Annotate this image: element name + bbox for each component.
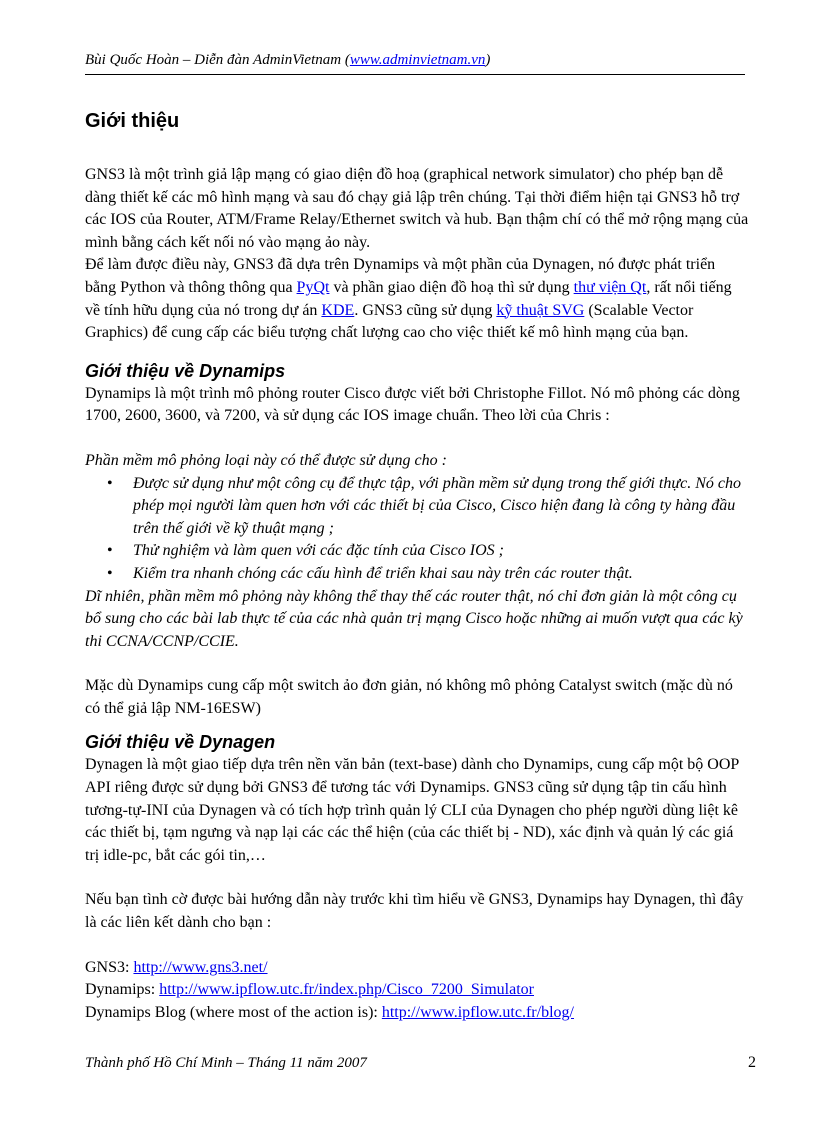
quote-bullet-list bbox=[85, 473, 750, 586]
link-label: Dynamips: bbox=[85, 981, 160, 999]
page-content bbox=[85, 108, 750, 1024]
intro-text-e: (Scalable Vector Graphics) để cung cấp các biểu tượng chất lượng cao cho việc thiết kế mô hình mạng của bạn. bbox=[85, 301, 694, 342]
dynamips-paragraph-2: Mặc dù Dynamips cung cấp một switch ảo đơn giản, nó không mô phỏng Catalyst switch (mặc dù nó có thể giả lập NM-16ESW) bbox=[85, 677, 733, 717]
intro-text-b: và phần giao diện đồ hoạ thì sử dụng bbox=[329, 278, 574, 296]
page-footer: Thành phố Hồ Chí Minh – Tháng 11 năm 2007 bbox=[85, 1055, 367, 1071]
link-line-dynamips bbox=[85, 979, 750, 1002]
intro-text-a: Để làm được điều này, GNS3 đã dựa trên Dynamips và một phần của Dynagen, nó được phát triển bằng Python và thông thông qua bbox=[85, 256, 716, 296]
dynagen-paragraph-1: Dynagen là một giao tiếp dựa trên nền văn bản (text-base) dành cho Dynamips, cung cấp một bộ OOP API riêng được sử dụng bởi GNS3 để tương tác với Dynamips. GNS3 cũng sử dụng tập tin cấu hình tương-tự-INI của Dynagen và có tích hợp trình quản lý CLI của Dynagen cho phép người dùng liệt kê các thiết bị, tạm ngưng và nạp lại các các thể hiện (của các thiết bị - ND), xác định và quản lý các giá trị idle-pc, bắt các gói tin,… bbox=[85, 756, 739, 864]
intro-text-c: , rất nổi tiếng về tính hữu dụng của nó trong dự án bbox=[85, 278, 732, 319]
header-close: ) bbox=[485, 52, 491, 68]
header-link[interactable]: www.adminvietnam.vn bbox=[349, 52, 486, 68]
link-qt-library[interactable]: thư viện Qt bbox=[573, 278, 647, 296]
link-gns3-url[interactable]: http://www.gns3.net/ bbox=[133, 958, 268, 976]
dynagen-paragraph-2: Nếu bạn tình cờ được bài hướng dẫn này trước khi tìm hiểu về GNS3, Dynamips hay Dynagen, thì đây là các liên kết dành cho bạn : bbox=[85, 891, 744, 932]
intro-paragraph-2 bbox=[85, 254, 750, 344]
intro-text-d: . GNS3 cũng sử dụng bbox=[354, 301, 497, 319]
link-label: Dynamips Blog (where most of the action is): bbox=[85, 1003, 382, 1021]
dynamips-title: Giới thiệu về Dynamips bbox=[85, 360, 286, 381]
link-label: GNS3: bbox=[85, 958, 134, 976]
page-number: 2 bbox=[748, 1054, 756, 1071]
dynamips-paragraph-1: Dynamips là một trình mô phỏng router Cisco được viết bởi Christophe Fillot. Nó mô phỏng các dòng 1700, 2600, 3600, và 7200, và sử dụng các IOS image chuẩn. Theo lời của Chris : bbox=[85, 384, 740, 425]
quote-intro: Phần mềm mô phỏng loại này có thể được sử dụng cho : bbox=[85, 451, 447, 469]
link-kde[interactable]: KDE bbox=[321, 301, 355, 319]
bullet-item: • Kiểm tra nhanh chóng các cấu hình để triển khai sau này trên các router thật. bbox=[133, 563, 750, 586]
link-svg[interactable]: kỹ thuật SVG bbox=[496, 301, 585, 319]
dynagen-title: Giới thiệu về Dynagen bbox=[85, 732, 276, 753]
intro-title: Giới thiệu bbox=[85, 110, 180, 132]
quote-end: Dĩ nhiên, phần mềm mô phỏng này không thể thay thế các router thật, nó chỉ đơn giản là một công cụ bổ sung cho các bài lab thực tế của các nhà quản trị mạng Cisco hoặc những ai muốn vượt qua các kỳ thi CCNA/CCNP/CCIE. bbox=[85, 587, 743, 650]
link-line-gns3 bbox=[85, 957, 750, 980]
link-dynamips-url[interactable]: http://www.ipflow.utc.fr/index.php/Cisco_7200_Simulator bbox=[159, 981, 534, 999]
bullet-item: • Được sử dụng như một công cụ để thực tập, với phần mềm sử dụng trong thế giới thực. Nó cho phép mọi người làm quen hơn với các thiết bị của Cisco, Cisco hiện đang là công ty hàng đầu trên thế giới về kỹ thuật mạng ; bbox=[133, 473, 750, 541]
header-text: Bùi Quốc Hoàn – Diễn đàn AdminVietnam ( bbox=[85, 52, 350, 68]
link-line-dynamips-blog bbox=[85, 1002, 750, 1025]
link-pyqt[interactable]: PyQt bbox=[296, 278, 330, 296]
page-header bbox=[85, 50, 745, 75]
link-dynamips-blog-url[interactable]: http://www.ipflow.utc.fr/blog/ bbox=[381, 1003, 574, 1021]
intro-paragraph-1: GNS3 là một trình giả lập mạng có giao diện đồ hoạ (graphical network simulator) cho phép bạn dễ dàng thiết kế các mô hình mạng và sau đó chạy giả lập trên chúng. Tại thời điểm hiện tại GNS3 hỗ trợ các IOS của Router, ATM/Frame Relay/Ethernet switch và hub. Bạn thậm chí có thể mở rộng mạng của mình bằng cách kết nối nó vào mạng ảo này. bbox=[85, 166, 749, 251]
bullet-item: • Thử nghiệm và làm quen với các đặc tính của Cisco IOS ; bbox=[133, 540, 750, 563]
